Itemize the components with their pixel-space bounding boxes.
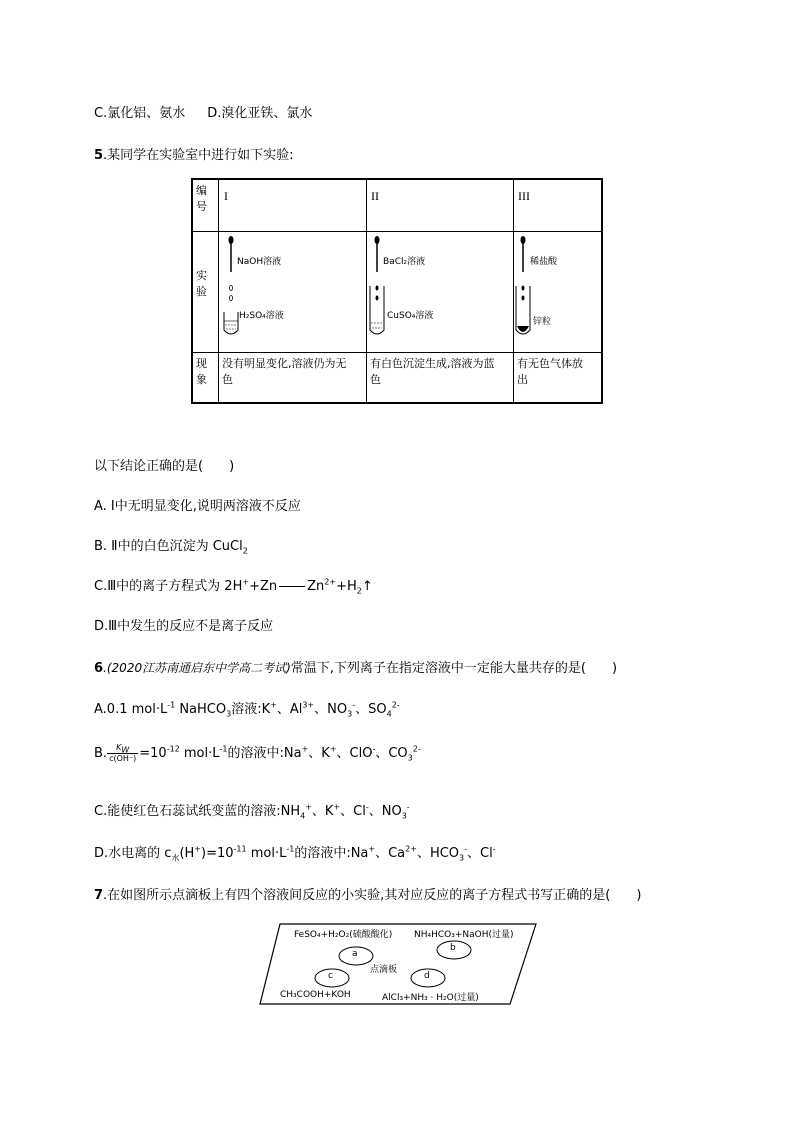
tube-2-bottom-label: CuSO₄溶液: [387, 311, 434, 321]
q4-option-d: D.溴化亚铁、氯水: [207, 106, 313, 121]
tube-3-top-label: 稀盐酸: [530, 257, 558, 267]
q6-number: 6: [94, 661, 104, 676]
spot-plate-figure: [258, 920, 540, 1008]
q5-option-d: D.Ⅲ中发生的反应不是离子反应: [94, 619, 274, 634]
reaction-a-label: FeSO₄+H₂O₂(硫酸酸化): [294, 930, 393, 940]
well-c: c: [328, 971, 333, 981]
tube-1-bottom-label: H₂SO₄溶液: [239, 311, 284, 321]
q5-stem-text: .某同学在实验室中进行如下实验:: [103, 148, 294, 163]
q6-stem-text: 常温下,下列离子在指定溶液中一定能大量共存的是( ): [290, 661, 618, 676]
observation-1: 没有明显变化,溶液仍为无 色: [222, 357, 347, 386]
test-tube-2-diagram: [369, 234, 409, 346]
observation-2: 有白色沉淀生成,溶液为蓝 色: [370, 357, 495, 386]
q5-option-c: C.Ⅲ中的离子方程式为 2H++Zn $Zn^{2+}+H_2↑$: [94, 577, 373, 596]
row-label-observation: 现 象: [196, 357, 207, 386]
q6-option-b: B. $\frac{K_W}{c(OH^-)}$ $=10^{-12}$ $mol\cdot L^{-1}$的溶液中:Na+、K+、ClO-、$CO_3^{2-}$: [94, 743, 421, 763]
q4-option-c: C.氯化铝、氨水: [94, 106, 186, 121]
tube-2-top-label: BaCl₂溶液: [383, 257, 426, 267]
test-tube-3-diagram: [515, 234, 558, 346]
q7-number: 7: [94, 888, 104, 903]
q5-option-b: B. Ⅱ中的白色沉淀为 CuCl$_2$: [94, 539, 248, 556]
col-header-3: III: [518, 189, 530, 203]
q5-option-a: A. Ⅰ中无明显变化,说明两溶液不反应: [94, 499, 301, 514]
reaction-c-label: CH₃COOH+KOH: [280, 990, 351, 1000]
kw-fraction: $\frac{K_W}{c(OH^-)}$: [109, 743, 137, 763]
well-d: d: [424, 971, 430, 981]
q5-prompt: 以下结论正确的是( ): [94, 459, 235, 474]
tube-3-bottom-label: 锌粒: [533, 317, 552, 327]
q5-stem: [94, 144, 294, 163]
q4-options-cd: [94, 102, 312, 121]
q6-option-d: D.水电离的 $c_水(H^+)=10^{-11}$ $mol\cdot L^{-1}$的溶液中:Na+、$Ca^{2+}$、$HCO_3^-$、Cl-: [94, 844, 496, 863]
reaction-b-label: NH₄HCO₃+NaOH(过量): [414, 930, 514, 940]
q7-stem-text: .在如图所示点滴板上有四个溶液间反应的小实验,其对应反应的离子方程式书写正确的是( ): [103, 888, 642, 903]
test-tube-1-diagram: [223, 234, 263, 346]
q7-stem: [94, 884, 641, 903]
row-label-experiment: 实 验: [196, 269, 207, 298]
spot-plate-label: 点滴板: [370, 965, 398, 975]
tube-1-top-label: NaOH溶液: [237, 257, 282, 267]
q6-option-c: C.能使红色石蕊试纸变蓝的溶液$:NH_4^+$、K+、Cl-、$NO_3^-$: [94, 802, 410, 821]
col-header-2: II: [371, 189, 379, 203]
q6-source: .(2020江苏南通启东中学高二考试): [103, 661, 291, 675]
q6-option-a: A.0.1 $mol\cdot L^{-1}$ NaHCO$_3$溶液:K+、$Al^{3+}$、$NO_3^-$、$SO_4^{2-}$: [94, 700, 400, 719]
reaction-d-label: AlCl₃+NH₃ · H₂O(过量): [382, 993, 479, 1003]
experiment-table: [191, 178, 603, 404]
observation-3: 有无色气体放 出: [517, 357, 583, 386]
well-b: b: [450, 943, 456, 953]
col-header-1: I: [224, 189, 228, 203]
header-label: 编 号: [196, 184, 207, 213]
q6-stem: [94, 657, 617, 676]
q5-number: 5: [94, 148, 104, 163]
well-a: a: [352, 949, 358, 959]
